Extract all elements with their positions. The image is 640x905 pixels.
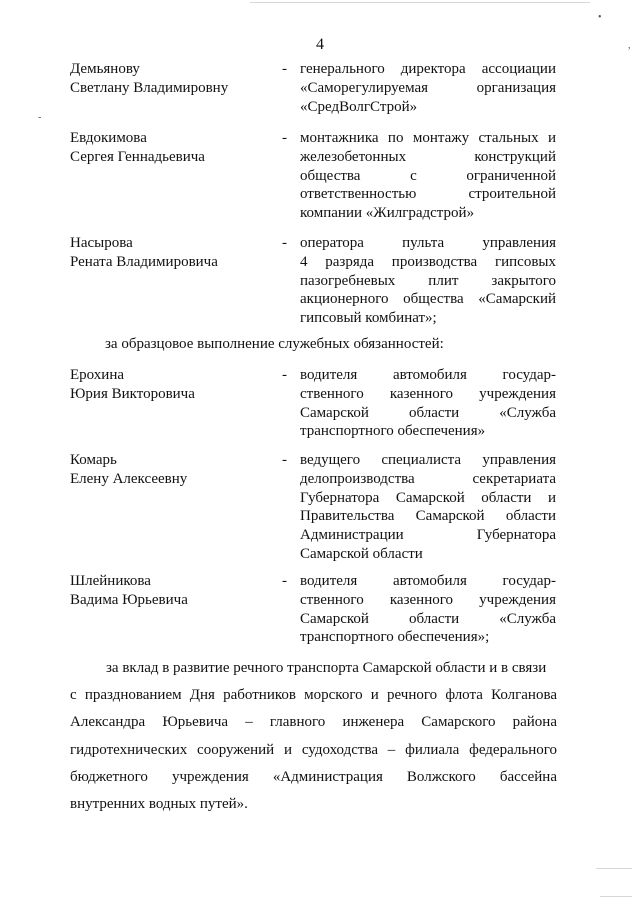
person-position: водителя автомобиля государ- ственного казенного учреждения Самарской области «Служба транспортного обеспечения» (300, 367, 556, 440)
list-dash: - (282, 235, 287, 251)
person-name: Насырова Рената Владимировича (70, 235, 218, 270)
person-name: Демьянову Светлану Владимировну (70, 61, 229, 96)
person-position: генерального директора ассоциации «Саморегулируемая организация «СредВолгСтрой» (300, 61, 556, 115)
scan-mark: • (598, 12, 602, 23)
list-dash: - (282, 452, 287, 468)
scan-artifact-bottom (600, 896, 632, 897)
scan-mark: - (38, 112, 42, 123)
person-position: водителя автомобиля государ- ственного казенного учреждения Самарской области «Служба транспортного обеспечения»; (300, 573, 556, 646)
person-position: монтажника по монтажу стальных и железобетонных конструкций общества с ограниченной ответственностью строительной компании «Жилградстрой» (300, 130, 556, 222)
list-dash: - (282, 367, 287, 383)
section-heading: за образцовое выполнение служебных обязанностей: (105, 336, 444, 352)
person-name: Комарь Елену Алексеевну (70, 452, 188, 487)
scan-mark: , (628, 40, 631, 51)
final-paragraph: за вклад в развитие речного транспорта Самарской области и в связи с празднованием Дня работников морского и речного флота Колганова Александра Юрьевича – главного инженера Самарского района гидротехнических сооружений и судоходства – филиала федерального бюджетного учреждения «Администрация Волжского бассейна внутренних водных путей». (70, 660, 557, 813)
list-dash: - (282, 573, 287, 589)
person-name: Ерохина Юрия Викторовича (70, 367, 195, 402)
scan-artifact-top (250, 2, 590, 3)
person-position: оператора пульта управления 4 разряда производства гипсовых пазогребневых плит закрытого акционерного общества «Самарский гипсовый комбинат»; (300, 235, 556, 327)
page-number: 4 (316, 36, 324, 53)
scan-artifact-bottom (596, 868, 632, 869)
person-position: ведущего специалиста управления делопроизводства секретариата Губернатора Самарской области и Правительства Самарской области Администрации Губернатора Самарской области (300, 452, 556, 562)
list-dash: - (282, 130, 287, 146)
person-name: Шлейникова Вадима Юрьевича (70, 573, 188, 608)
person-name: Евдокимова Сергея Геннадьевича (70, 130, 205, 165)
list-dash: - (282, 61, 287, 77)
